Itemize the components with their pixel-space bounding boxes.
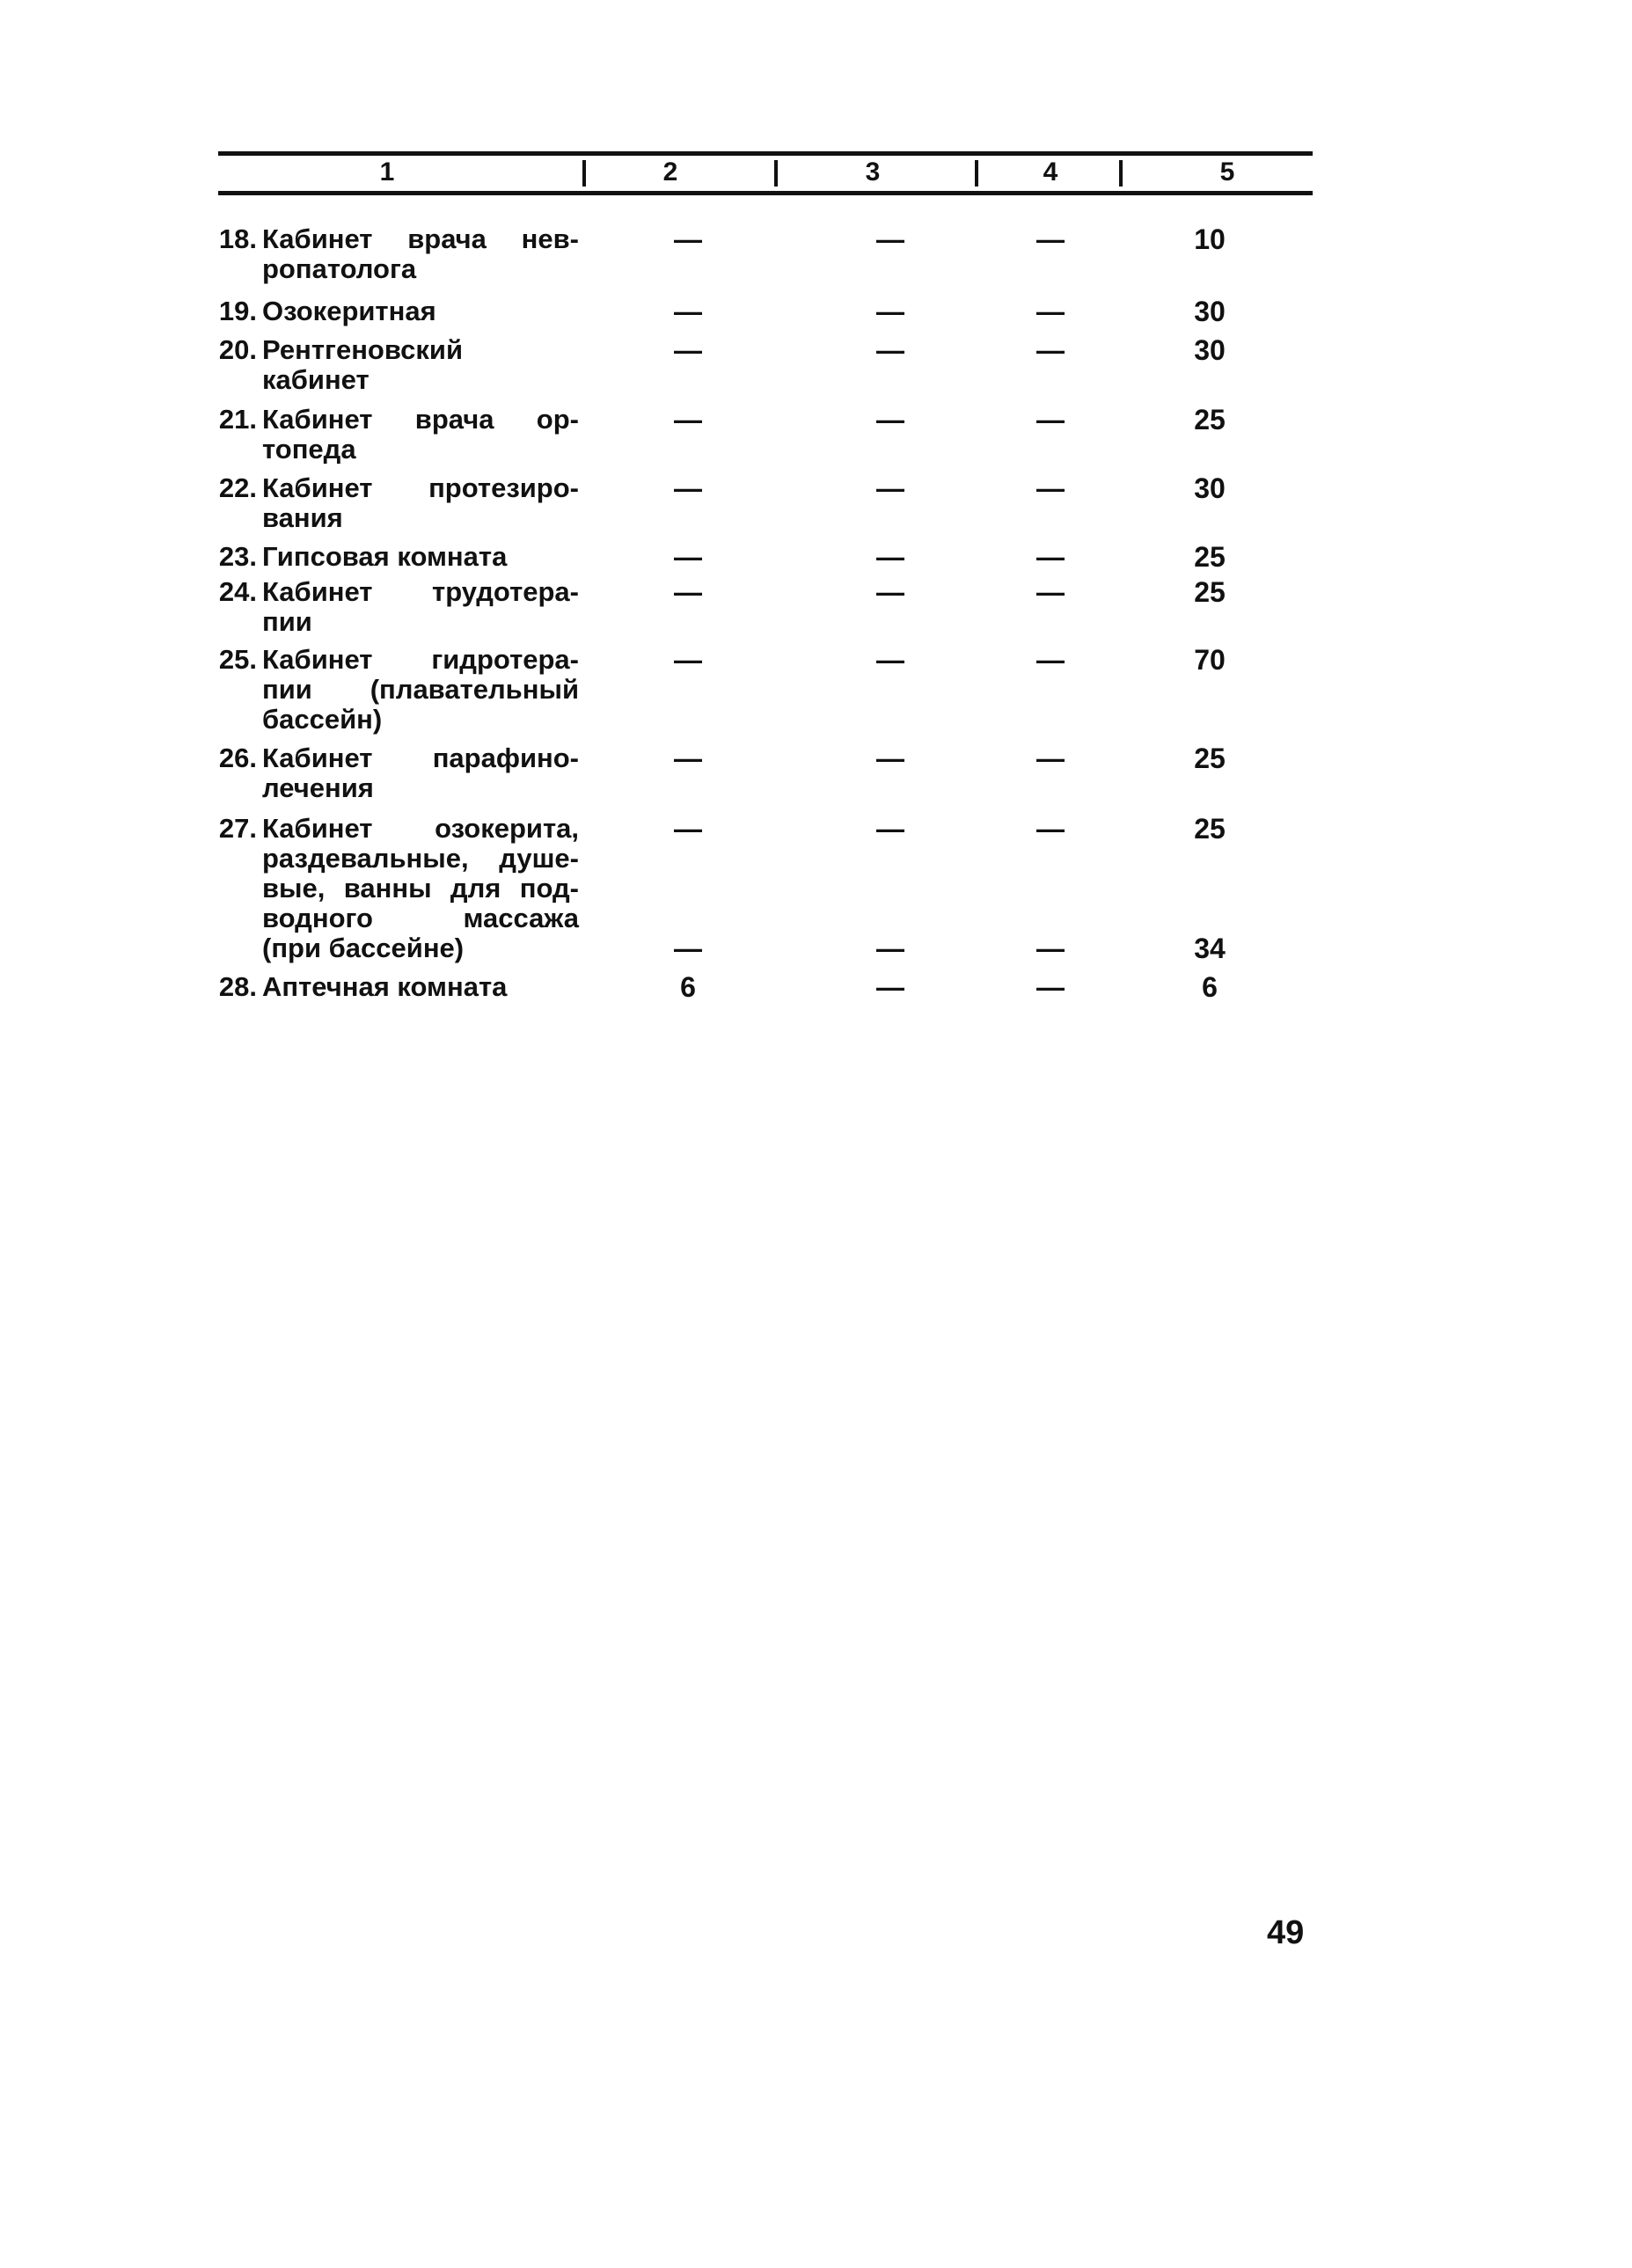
room-name xyxy=(262,972,579,1002)
cell-col4: — xyxy=(1036,933,1065,964)
cell-col5: 25 xyxy=(1194,404,1226,435)
cell-col4: — xyxy=(1036,223,1065,255)
cell-col2: — xyxy=(674,223,702,255)
room-name-line: Кабинет озокерита, xyxy=(262,813,579,844)
column-separator xyxy=(975,160,978,187)
room-name-line: пии xyxy=(262,606,312,637)
cell-col5: 30 xyxy=(1194,334,1226,366)
room-name xyxy=(262,814,579,963)
cell-col5: 70 xyxy=(1194,644,1226,676)
table-header-bottom-rule xyxy=(218,191,1313,195)
cell-col2: — xyxy=(674,933,702,964)
column-separator xyxy=(582,160,586,187)
room-name-line: Озокеритная xyxy=(262,296,436,326)
room-name xyxy=(262,473,579,533)
cell-col2: — xyxy=(674,472,702,504)
room-name-line: Кабинет врача нев- xyxy=(262,223,579,254)
room-name-line: вания xyxy=(262,502,343,533)
room-name xyxy=(262,335,579,395)
cell-col5: 25 xyxy=(1194,743,1226,774)
column-header-3: 3 xyxy=(865,157,881,187)
column-header-4: 4 xyxy=(1043,157,1058,187)
cell-col2: — xyxy=(674,404,702,435)
page-number: 49 xyxy=(1267,1914,1305,1951)
column-separator xyxy=(774,160,778,187)
row-number: 18. xyxy=(218,223,257,254)
room-name-line: Гипсовая комната xyxy=(262,541,508,572)
room-name xyxy=(262,224,579,284)
cell-col3: — xyxy=(876,743,904,774)
row-number: 22. xyxy=(218,472,257,503)
cell-col4: — xyxy=(1036,743,1065,774)
room-name xyxy=(262,645,579,735)
room-name xyxy=(262,577,579,637)
cell-col5: 25 xyxy=(1194,576,1226,608)
cell-col4: — xyxy=(1036,296,1065,327)
row-number: 21. xyxy=(218,404,257,435)
room-name-line: кабинет xyxy=(262,364,370,395)
cell-col4: — xyxy=(1036,971,1065,1003)
room-name-line: раздевальные, душе- xyxy=(262,843,579,874)
room-name-line: Кабинет протезиро- xyxy=(262,472,579,503)
cell-col3: — xyxy=(876,223,904,255)
room-name-line: лечения xyxy=(262,772,374,803)
room-name xyxy=(262,405,579,465)
cell-col3: — xyxy=(876,576,904,608)
cell-col3: — xyxy=(876,296,904,327)
row-number: 25. xyxy=(218,644,257,675)
cell-col4: — xyxy=(1036,576,1065,608)
row-number: 24. xyxy=(218,576,257,607)
cell-col2: — xyxy=(674,743,702,774)
room-name-line: Кабинет трудотера- xyxy=(262,576,579,607)
cell-col2: — xyxy=(674,576,702,608)
column-header-5: 5 xyxy=(1219,157,1235,187)
row-number: 26. xyxy=(218,743,257,773)
room-name-line: бассейн) xyxy=(262,704,383,735)
room-name xyxy=(262,743,579,803)
cell-col4: — xyxy=(1036,644,1065,676)
room-name-line: ропатолога xyxy=(262,253,417,284)
cell-col3: — xyxy=(876,971,904,1003)
cell-col3: — xyxy=(876,644,904,676)
column-separator xyxy=(1119,160,1123,187)
cell-col3: — xyxy=(876,472,904,504)
room-name-line: водного массажа xyxy=(262,903,579,933)
cell-col2: — xyxy=(674,541,702,573)
room-name-line: пии (плавательный xyxy=(262,674,579,705)
cell-col4: — xyxy=(1036,541,1065,573)
room-name xyxy=(262,296,579,326)
cell-col5: 6 xyxy=(1202,971,1218,1003)
row-number: 28. xyxy=(218,971,257,1002)
cell-col4: — xyxy=(1036,472,1065,504)
cell-col3: — xyxy=(876,933,904,964)
cell-col3: — xyxy=(876,404,904,435)
room-name xyxy=(262,542,579,572)
cell-col2: — xyxy=(674,644,702,676)
room-name-line: топеда xyxy=(262,434,356,465)
cell-col4: — xyxy=(1036,334,1065,366)
cell-col5: 34 xyxy=(1194,933,1226,964)
row-number: 23. xyxy=(218,541,257,572)
cell-col3: — xyxy=(876,813,904,845)
column-header-1: 1 xyxy=(379,157,395,187)
cell-col2: — xyxy=(674,334,702,366)
cell-col5: 25 xyxy=(1194,541,1226,573)
cell-col3: — xyxy=(876,541,904,573)
room-name-line: Кабинет врача ор- xyxy=(262,404,579,435)
row-number: 27. xyxy=(218,813,257,844)
cell-col4: — xyxy=(1036,813,1065,845)
room-name-line: вые, ванны для под- xyxy=(262,873,579,904)
row-number: 19. xyxy=(218,296,257,326)
room-name-line: Кабинет гидротера- xyxy=(262,644,579,675)
cell-col5: 30 xyxy=(1194,296,1226,327)
column-header-2: 2 xyxy=(662,157,678,187)
cell-col5: 30 xyxy=(1194,472,1226,504)
cell-col4: — xyxy=(1036,404,1065,435)
row-number: 20. xyxy=(218,334,257,365)
room-name-line: Аптечная комната xyxy=(262,971,508,1002)
cell-col3: — xyxy=(876,334,904,366)
cell-col2: — xyxy=(674,813,702,845)
cell-col2: — xyxy=(674,296,702,327)
room-name-line: (при бассейне) xyxy=(262,933,465,963)
room-name-line: Рентгеновский xyxy=(262,334,464,365)
room-name-line: Кабинет парафино- xyxy=(262,743,579,773)
cell-col5: 10 xyxy=(1194,223,1226,255)
cell-col5: 25 xyxy=(1194,813,1226,845)
cell-col2: 6 xyxy=(680,971,696,1003)
